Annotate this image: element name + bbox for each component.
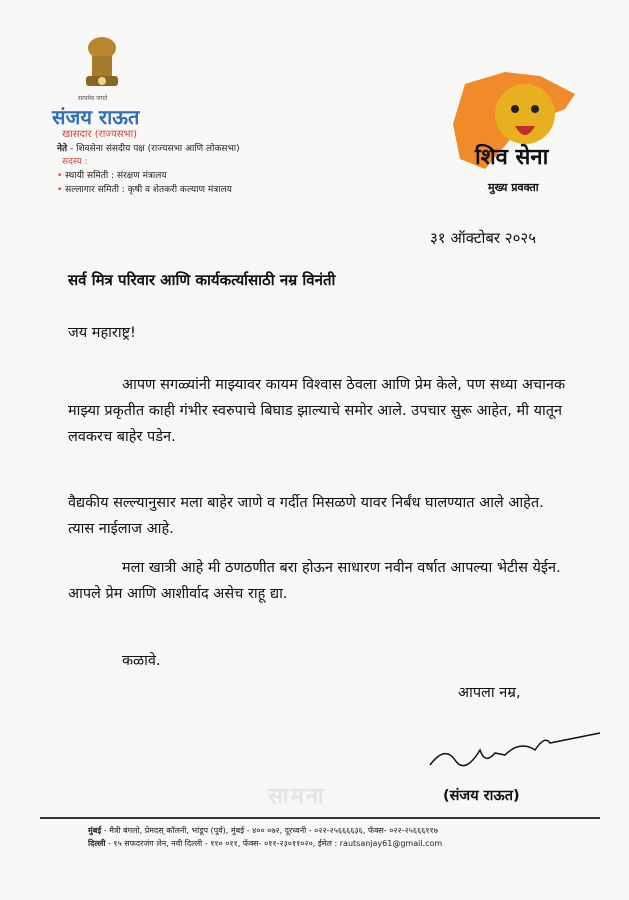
footer-mumbai-label: मुंबई — [88, 826, 102, 835]
closing: कळावे. — [122, 653, 161, 669]
leader-label: नेते — [57, 144, 68, 154]
committee-text: स्थायी समिती : संरक्षण मंत्रालय — [65, 171, 167, 181]
footer-mumbai-text: - मैत्री बंगलो, प्रेमदस् कॉलनी, भांडूप (पूर्व), मुंबई - ४०० ०७२, दूरध्वनी - ०२२-२५६६६६३६, फॅक्स- ०२२-२५६६६११७ — [101, 826, 438, 835]
footer-divider — [40, 817, 600, 819]
footer-delhi — [88, 838, 442, 849]
leader-line — [57, 141, 240, 154]
footer-mumbai — [88, 825, 438, 836]
paragraph: मला खात्री आहे मी ठणठणीत बरा होऊन साधारण नवीन वर्षात आपल्या भेटीस येईन. आपले प्रेम आणि आशीर्वाद असेच राहू द्या. — [68, 560, 561, 602]
letter-date: ३१ ऑक्टोबर २०२५ — [430, 229, 537, 247]
watermark: सामना — [268, 784, 326, 809]
leader-text: - शिवसेना संसदीय पक्ष (राज्यसभा आणि लोकसभा) — [67, 144, 240, 154]
paragraph: वैद्यकीय सल्ल्यानुसार मला बाहेर जाणे व गर्दीत मिसळणे यावर निर्बंध घालण्यात आले आहेत. त्यास नाईलाज आहे. — [68, 495, 544, 537]
footer-delhi-text: - १५ सफदरजंग लेन, नवी दिल्ली - ११० ०११, फॅक्स- ०११-२३०११०२०, ईमेल : rautsanjay61@gmail.com — [105, 839, 443, 848]
logo-text: शिव सेना — [475, 145, 549, 170]
emblem-motto: सत्यमेव जयते — [78, 95, 108, 102]
shiv-sena-logo — [445, 64, 585, 174]
letter-subject: सर्व मित्र परिवार आणि कार्यकर्त्यासाठी नम्र विनंती — [68, 271, 336, 289]
committee-item: • स्थायी समिती : संरक्षण मंत्रालय — [57, 171, 167, 181]
footer-delhi-label: दिल्ली — [88, 839, 106, 848]
logo-caption: मुख्य प्रवक्ता — [488, 181, 539, 194]
member-label: सदस्य : — [62, 157, 88, 167]
signature-name: (संजय राऊत) — [443, 788, 520, 804]
valediction: आपला नम्र, — [458, 685, 521, 701]
signature — [425, 725, 605, 775]
sender-role: खासदार (राज्यसभा) — [62, 129, 138, 140]
committee-item: • सल्लागार समिती : कृषी व शेतकरी कल्याण मंत्रालय — [57, 185, 232, 195]
sender-name: संजय राऊत — [52, 105, 140, 129]
paragraph: आपण सगळ्यांनी माझ्यावर कायम विश्वास ठेवला आणि प्रेम केले, पण सध्या अचानक माझ्या प्रकृतीत काही गंभीर स्वरुपाचे बिघाड झाल्याचे समोर आले. उपचार सुरू आहेत, मी यातून लवकरच बाहेर पडेन. — [68, 377, 566, 445]
greeting: जय महाराष्ट्र! — [68, 325, 136, 341]
committee-text: सल्लागार समिती : कृषी व शेतकरी कल्याण मंत्रालय — [65, 185, 232, 195]
national-emblem-icon — [80, 34, 124, 94]
